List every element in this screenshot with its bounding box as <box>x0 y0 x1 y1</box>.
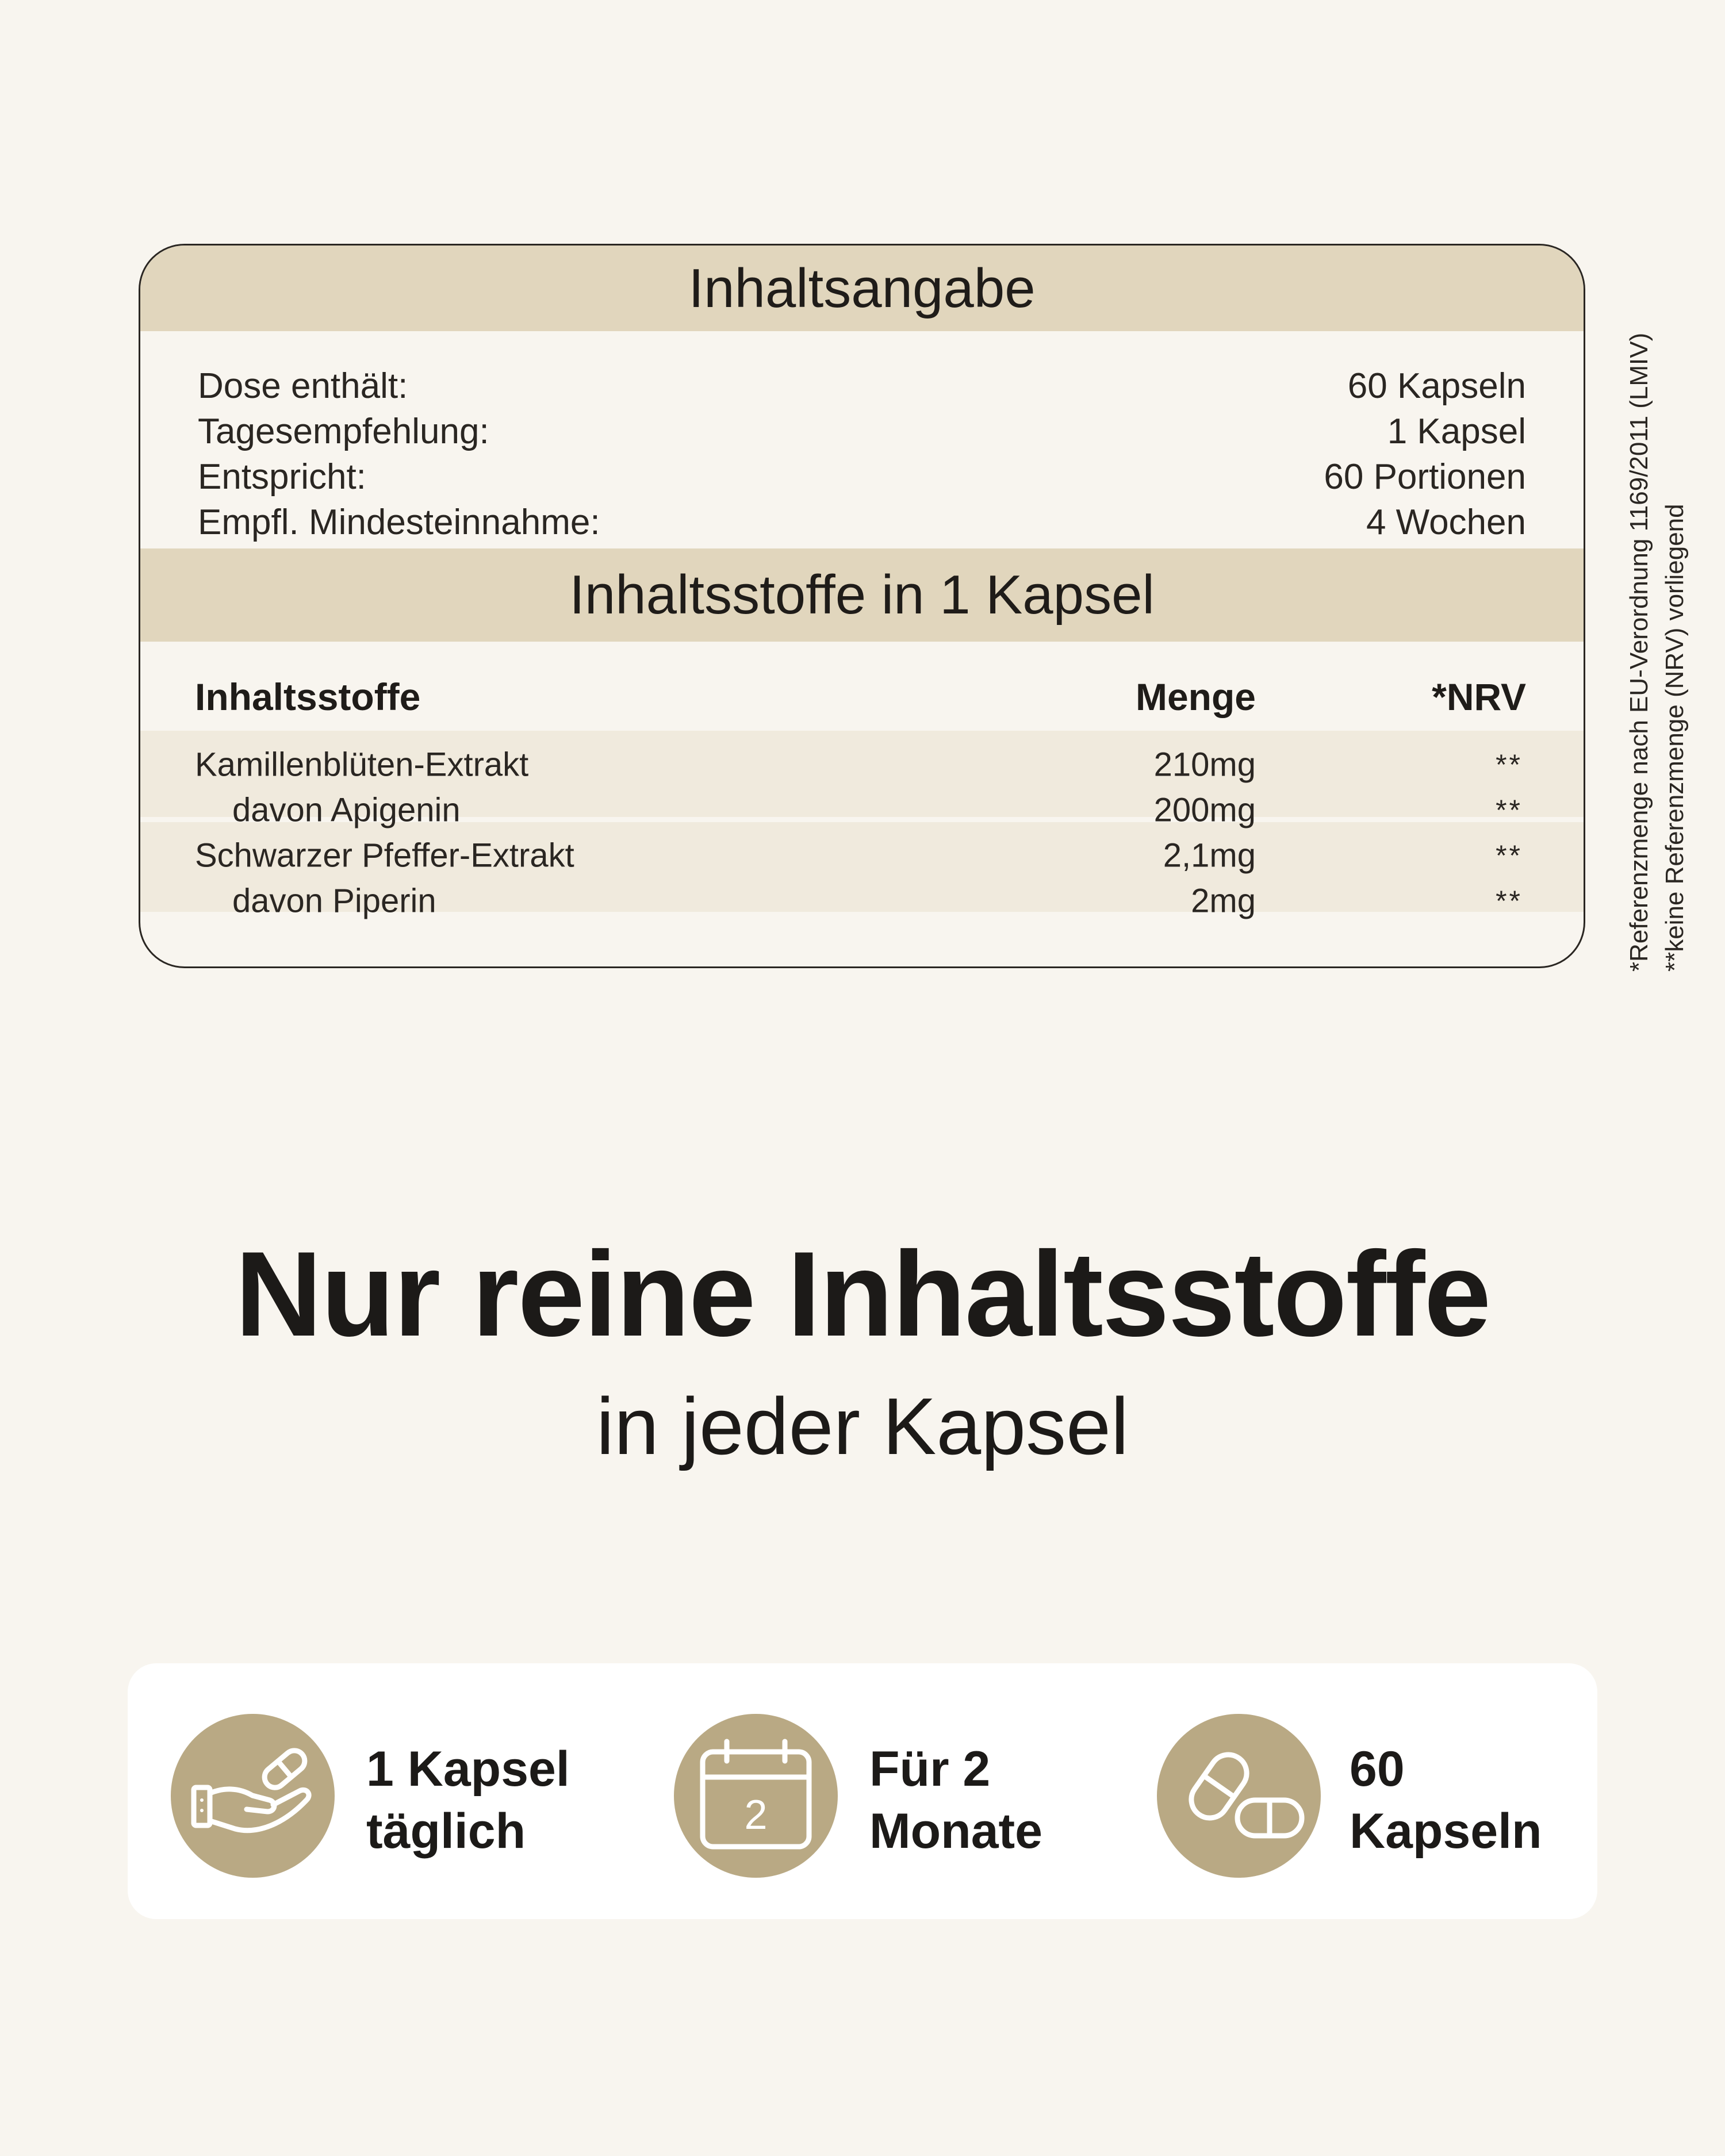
ingredient-amount: 2mg <box>1191 882 1256 919</box>
feature-line: Monate <box>869 1804 1042 1859</box>
footnote-nrv: *Referenzmenge nach EU-Verordnung 1169/2011 (LMIV) <box>1625 332 1653 972</box>
column-header-nrv: *NRV <box>1432 676 1526 718</box>
ingredient-nrv: ** <box>1496 839 1523 872</box>
ingredient-nrv: ** <box>1496 748 1523 781</box>
calendar-icon <box>674 1714 838 1878</box>
info-value: 60 Kapseln <box>1347 366 1526 406</box>
features-bar <box>128 1663 1597 1919</box>
info-value: 1 Kapsel <box>1387 412 1526 451</box>
info-label: Tagesempfehlung: <box>198 412 489 451</box>
ingredient-nrv: ** <box>1496 793 1523 826</box>
ingredient-name: davon Piperin <box>232 882 436 919</box>
info-row <box>198 500 1526 545</box>
feature-line: Kapseln <box>1350 1804 1542 1859</box>
table-row <box>140 878 1584 923</box>
ingredient-nrv: ** <box>1496 884 1523 917</box>
hand-capsule-icon <box>171 1714 335 1878</box>
ingredient-amount: 210mg <box>1153 746 1256 783</box>
column-header-amount: Menge <box>1135 676 1256 718</box>
ingredient-name: Schwarzer Pfeffer-Extrakt <box>195 837 574 874</box>
calendar-number: 2 <box>744 1792 768 1838</box>
feature-line: täglich <box>366 1804 526 1859</box>
ingredient-name: Kamillenblüten-Extrakt <box>195 746 529 783</box>
headline: Nur reine Inhaltsstoffe <box>235 1226 1490 1361</box>
info-label: Entspricht: <box>198 457 366 497</box>
info-value: 60 Portionen <box>1324 457 1526 497</box>
ingredients-panel <box>139 244 1585 968</box>
ingredients-title: Inhaltsstoffe in 1 Kapsel <box>140 548 1584 642</box>
table-row <box>140 787 1584 833</box>
subheadline: in jeder Kapsel <box>596 1381 1129 1471</box>
feature-line: Für 2 <box>869 1741 991 1797</box>
info-row <box>198 409 1526 454</box>
column-header-name: Inhaltsstoffe <box>195 676 421 718</box>
feature-line: 1 Kapsel <box>366 1741 570 1797</box>
info-row <box>198 363 1526 409</box>
capsules-icon <box>1157 1714 1321 1878</box>
info-label: Dose enthält: <box>198 366 408 406</box>
table-row <box>140 833 1584 878</box>
feature-line: 60 <box>1350 1741 1405 1797</box>
info-label: Empfl. Mindesteinnahme: <box>198 502 600 542</box>
info-value: 4 Wochen <box>1366 502 1526 542</box>
ingredient-amount: 2,1mg <box>1163 837 1256 874</box>
info-row <box>198 454 1526 500</box>
footnote-no-nrv: **keine Referenzmenge (NRV) vorliegend <box>1661 504 1689 972</box>
ingredient-name: davon Apigenin <box>232 791 461 828</box>
contents-title: Inhaltsangabe <box>140 245 1584 331</box>
ingredient-amount: 200mg <box>1153 791 1256 828</box>
table-row <box>140 742 1584 787</box>
footnotes <box>1621 247 1689 972</box>
ingredients-header-row <box>140 662 1584 731</box>
